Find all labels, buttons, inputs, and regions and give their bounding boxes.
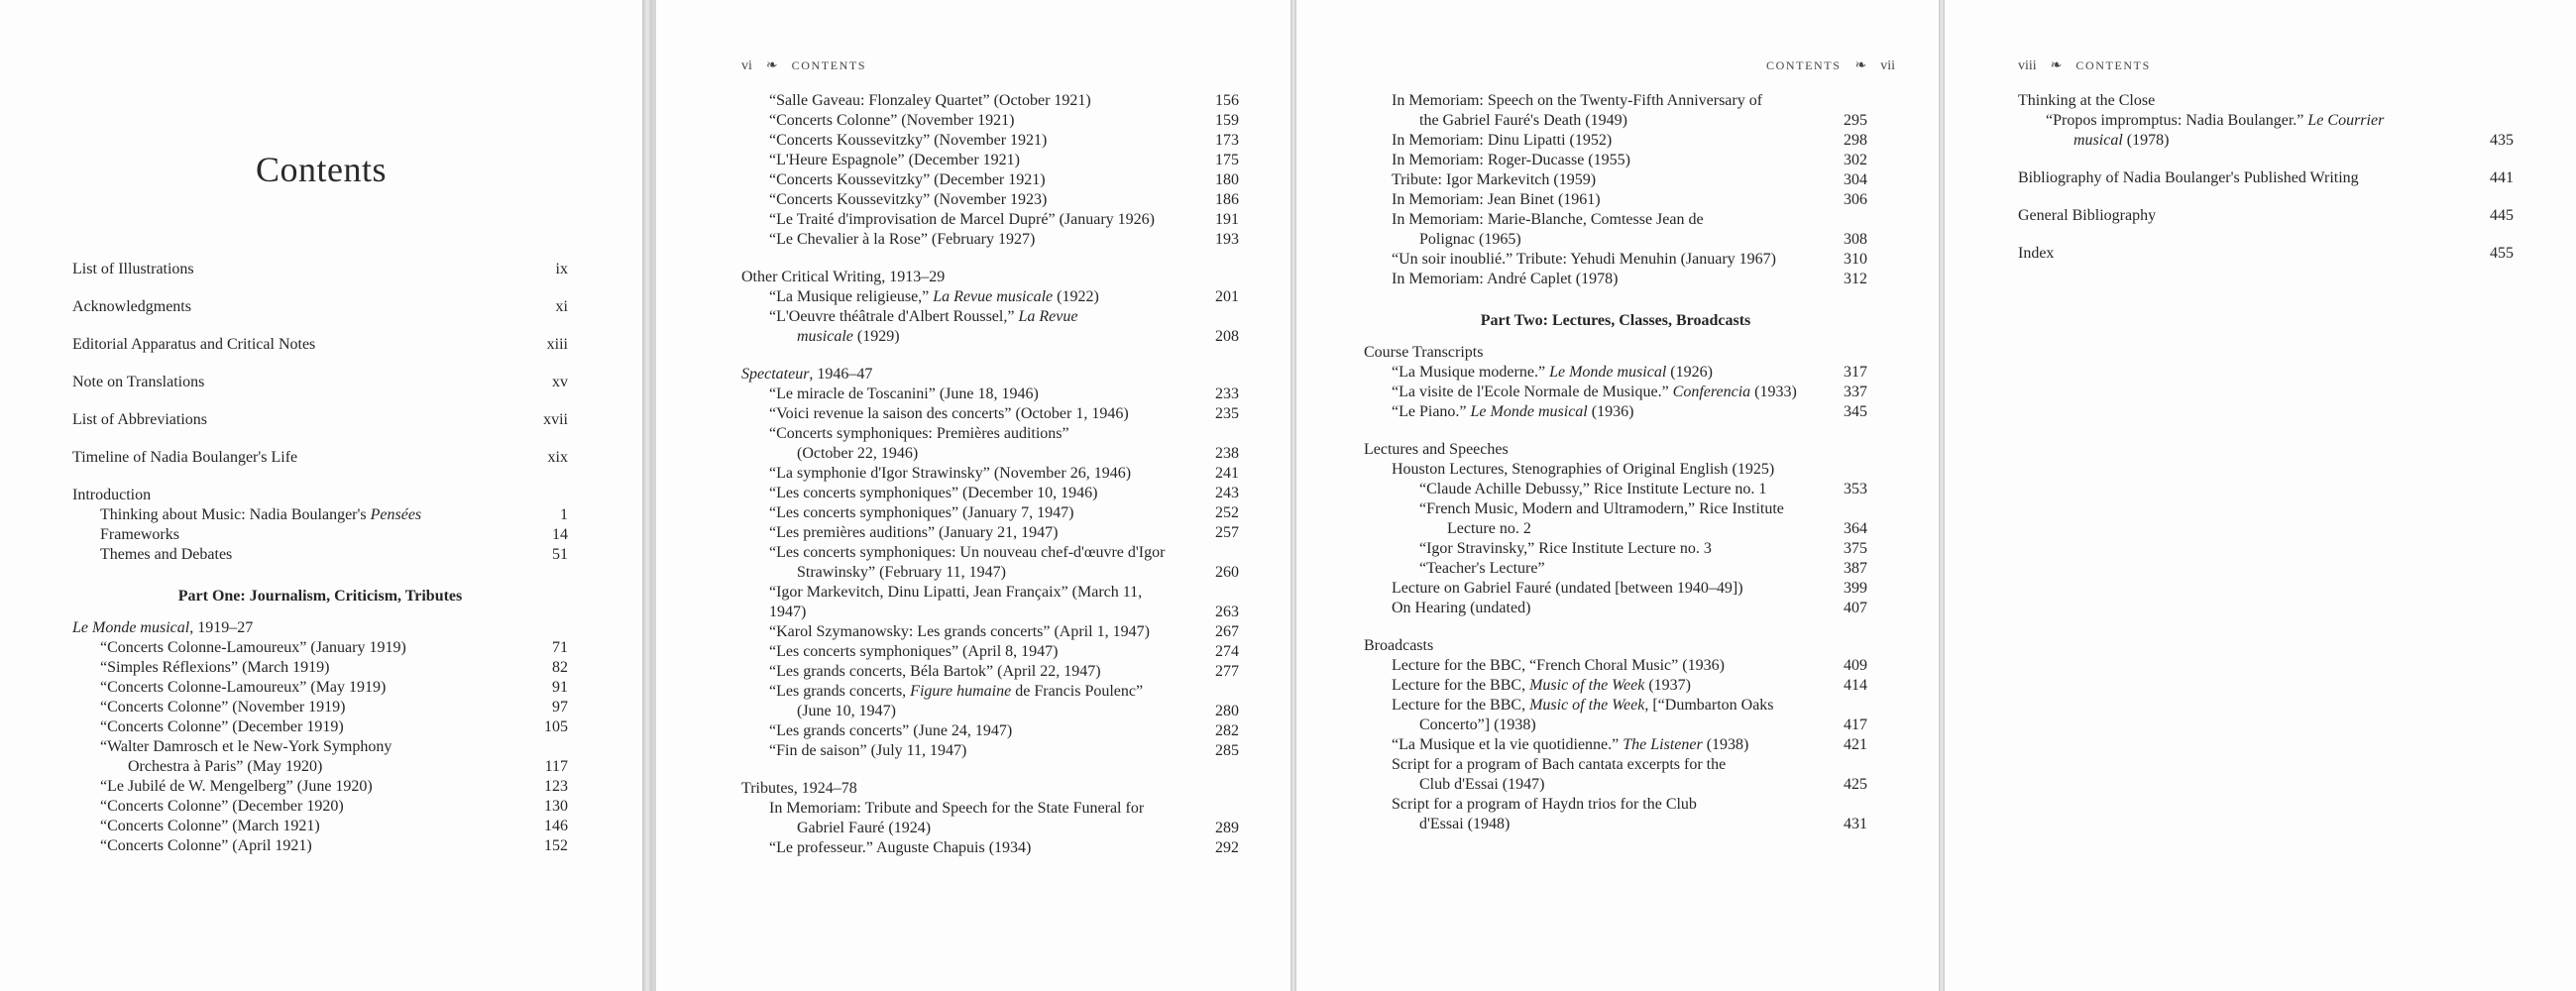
entry-title: “Concerts Koussevitzky” (December 1921) <box>769 171 1046 188</box>
toc-entry[interactable] <box>72 545 568 565</box>
toc-entry[interactable] <box>741 385 1239 404</box>
entry-title-continuation: Orchestra à Paris” (May 1920) <box>128 758 323 775</box>
page-title: Contents <box>255 150 387 189</box>
houston-list <box>1364 480 1867 579</box>
entry-page-number: 175 <box>1215 152 1239 168</box>
entry-page-number: 417 <box>1844 716 1867 733</box>
entry-page-number: ix <box>555 261 568 277</box>
toc-entry[interactable] <box>741 523 1239 543</box>
entry-title-continuation: Polignac (1965) <box>1419 231 1521 248</box>
toc-heading: Introduction <box>72 487 152 503</box>
entry-title: “L'Heure Espagnole” (December 1921) <box>769 152 1020 168</box>
entry-page-number: 304 <box>1844 171 1867 188</box>
entry-title-continuation: the Gabriel Fauré's Death (1949) <box>1419 112 1627 129</box>
toc-entry[interactable] <box>741 307 1239 347</box>
toc-entry[interactable] <box>1364 656 1867 676</box>
running-head: CONTENTS ❧ vii <box>1766 58 1895 73</box>
entry-title: Lecture for the BBC, Music of the Week (1937) <box>1392 677 1691 694</box>
toc-entry[interactable] <box>741 91 1239 111</box>
tributes-list-cont <box>1364 91 1867 289</box>
entry-title-continuation: Club d'Essai (1947) <box>1419 776 1545 793</box>
entry-title: “Karol Szymanowsky: Les grands concerts” (April 1, 1947) <box>769 623 1150 640</box>
entry-title: “Le Jubilé de W. Mengelberg” (June 1920) <box>100 778 373 795</box>
entry-title: “Concerts Colonne” (March 1921) <box>100 818 320 834</box>
toc-entry[interactable] <box>1364 270 1867 289</box>
introduction-list <box>72 505 568 565</box>
entry-page-number: 130 <box>544 798 568 815</box>
toc-entry[interactable] <box>741 642 1239 662</box>
entry-page-number: 91 <box>552 679 568 696</box>
entry-page-number: 455 <box>2490 245 2514 262</box>
toc-entry[interactable] <box>1364 402 1867 422</box>
toc-entry[interactable] <box>1364 250 1867 270</box>
entry-title: Index <box>2018 245 2055 262</box>
toc-subheading: Houston Lectures, Stenographies of Original English (1925) <box>1392 461 1775 478</box>
entry-page-number: 312 <box>1844 271 1867 287</box>
toc-entry[interactable] <box>72 737 568 777</box>
entry-title-continuation: Concerto”] (1938) <box>1419 716 1536 733</box>
toc-entry[interactable] <box>1364 363 1867 383</box>
toc-entry[interactable] <box>72 260 568 279</box>
toc-entry[interactable] <box>1364 539 1867 559</box>
toc-entry[interactable] <box>1364 795 1867 834</box>
entry-title: “Le Traité d'improvisation de Marcel Dupré” (January 1926) <box>769 211 1155 228</box>
entry-page-number: 267 <box>1215 623 1239 640</box>
entry-title-continuation: Lecture no. 2 <box>1447 520 1531 537</box>
toc-entry[interactable] <box>1364 696 1867 735</box>
entry-page-number: 241 <box>1215 465 1239 482</box>
entry-page-number: 310 <box>1844 251 1867 268</box>
entry-page-number: 285 <box>1215 742 1239 759</box>
toc-entry[interactable] <box>741 404 1239 424</box>
toc-entry[interactable] <box>741 622 1239 642</box>
entry-title: “Un soir inoublié.” Tribute: Yehudi Menuhin (January 1967) <box>1392 251 1776 268</box>
toc-entry[interactable] <box>741 170 1239 190</box>
toc-entry[interactable] <box>72 797 568 817</box>
entry-title: Frameworks <box>100 526 179 543</box>
toc-entry[interactable] <box>72 638 568 658</box>
toc-entry[interactable] <box>741 838 1239 858</box>
toc-entry[interactable] <box>741 190 1239 210</box>
entry-title-continuation: (October 22, 1946) <box>797 445 919 462</box>
toc-entry[interactable] <box>2018 168 2514 188</box>
entry-title-continuation: Strawinsky” (February 11, 1947) <box>797 564 1006 581</box>
toc-entry[interactable] <box>1364 151 1867 170</box>
toc-entry[interactable] <box>741 464 1239 484</box>
entry-page-number: 71 <box>552 639 568 656</box>
entry-page-number: 260 <box>1215 564 1239 581</box>
toc-heading: Tributes, 1924–78 <box>741 780 857 797</box>
entry-page-number: 289 <box>1215 820 1239 836</box>
entry-title: Themes and Debates <box>100 546 233 563</box>
entry-page-number: 337 <box>1844 384 1867 400</box>
toc-entry[interactable] <box>72 373 568 392</box>
entry-title: In Memoriam: Speech on the Twenty-Fifth Anniversary of <box>1392 92 1763 109</box>
entry-page-number: 180 <box>1215 171 1239 188</box>
toc-entry[interactable] <box>741 799 1239 838</box>
toc-block <box>2018 91 2514 264</box>
entry-title: In Memoriam: André Caplet (1978) <box>1392 271 1619 287</box>
entry-title-continuation: d'Essai (1948) <box>1419 816 1511 832</box>
entry-title: “Le Piano.” Le Monde musical (1936) <box>1392 403 1634 420</box>
toc-entry[interactable] <box>72 448 568 468</box>
entry-title: “Simples Réflexions” (March 1919) <box>100 659 330 676</box>
entry-page-number: 233 <box>1215 385 1239 402</box>
toc-entry[interactable] <box>741 741 1239 761</box>
entry-title: Note on Translations <box>72 374 205 390</box>
front-matter-list <box>72 260 568 468</box>
entry-page-number: 414 <box>1844 677 1867 694</box>
entry-page-number: 238 <box>1215 445 1239 462</box>
entry-page-number: 1 <box>560 506 568 523</box>
entry-title: “La Musique moderne.” Le Monde musical (1926) <box>1392 364 1713 381</box>
running-head: vi ❧ CONTENTS <box>741 58 867 73</box>
entry-title: Lecture on Gabriel Fauré (undated [between 1940–49]) <box>1392 580 1743 597</box>
entry-page-number: 399 <box>1844 580 1867 597</box>
toc-entry[interactable] <box>1364 676 1867 696</box>
entry-page-number: 191 <box>1215 211 1239 228</box>
toc-entry[interactable] <box>1364 170 1867 190</box>
entry-page-number: 435 <box>2490 132 2514 149</box>
entry-title: “L'Oeuvre théâtrale d'Albert Roussel,” La Revue <box>769 308 1078 325</box>
entry-page-number: 353 <box>1844 481 1867 497</box>
entry-page-number: 97 <box>552 699 568 716</box>
entry-title: “Concerts symphoniques: Premières auditions” <box>769 425 1069 442</box>
toc-entry[interactable] <box>1364 210 1867 250</box>
entry-page-number: 14 <box>552 526 568 543</box>
entry-title: Tribute: Igor Markevitch (1959) <box>1392 171 1597 188</box>
entry-page-number: 274 <box>1215 643 1239 660</box>
entry-title: Timeline of Nadia Boulanger's Life <box>72 449 298 466</box>
toc-entry[interactable] <box>1364 480 1867 499</box>
toc-entry[interactable] <box>741 287 1239 307</box>
entry-title: General Bibliography <box>2018 207 2157 224</box>
fleuron-icon: ❧ <box>765 58 778 73</box>
entry-title: Script for a program of Haydn trios for the Club <box>1392 796 1697 813</box>
entry-page-number: 263 <box>1215 604 1239 620</box>
entry-page-number: xiii <box>546 336 568 353</box>
entry-title-continuation: musicale (1929) <box>797 328 900 345</box>
toc-entry[interactable] <box>741 151 1239 170</box>
toc-heading: Lectures and Speeches <box>1364 441 1509 458</box>
toc-entry[interactable] <box>1364 131 1867 151</box>
entry-page-number: 156 <box>1215 92 1239 109</box>
book-page-contents-1 <box>0 0 642 991</box>
toc-entry[interactable] <box>72 525 568 545</box>
toc-heading: Thinking at the Close <box>2018 92 2156 109</box>
entry-title: “Concerts Koussevitzky” (November 1921) <box>769 132 1048 149</box>
entry-title: “Concerts Koussevitzky” (November 1923) <box>769 191 1048 208</box>
toc-entry[interactable] <box>72 817 568 836</box>
entry-title: “Le miracle de Toscanini” (June 18, 1946) <box>769 385 1039 402</box>
le-monde-list-cont <box>741 91 1239 250</box>
entry-title: “Les concerts symphoniques: Un nouveau chef-d'œuvre d'Igor <box>769 544 1166 561</box>
toc-entry[interactable] <box>1364 499 1867 539</box>
entry-title: Editorial Apparatus and Critical Notes <box>72 336 316 353</box>
entry-title: In Memoriam: Tribute and Speech for the State Funeral for <box>769 800 1145 817</box>
toc-entry[interactable] <box>741 424 1239 464</box>
page-gutter <box>642 0 652 991</box>
entry-page-number: 445 <box>2490 207 2514 224</box>
toc-entry[interactable] <box>741 210 1239 230</box>
entry-title: Lecture for the BBC, Music of the Week, [“Dumbarton Oaks <box>1392 697 1774 714</box>
entry-page-number: 186 <box>1215 191 1239 208</box>
entry-page-number: 375 <box>1844 540 1867 557</box>
entry-page-number: 146 <box>544 818 568 834</box>
entry-title: “Igor Stravinsky,” Rice Institute Lecture no. 3 <box>1419 540 1712 557</box>
entry-page-number: 257 <box>1215 524 1239 541</box>
toc-entry[interactable] <box>72 698 568 717</box>
toc-entry[interactable] <box>1364 579 1867 599</box>
part-title: Part One: Journalism, Criticism, Tributes <box>177 588 463 605</box>
entry-page-number: 123 <box>544 778 568 795</box>
thinking-list <box>2018 111 2514 151</box>
entry-title: Lecture for the BBC, “French Choral Music” (1936) <box>1392 657 1725 674</box>
part-title: Part Two: Lectures, Classes, Broadcasts <box>1480 312 1751 329</box>
toc-entry[interactable] <box>741 230 1239 250</box>
entry-title: “Concerts Colonne” (November 1919) <box>100 699 346 716</box>
entry-page-number: xix <box>547 449 568 466</box>
toc-entry[interactable] <box>741 721 1239 741</box>
entry-title: “Les premières auditions” (January 21, 1947) <box>769 524 1059 541</box>
toc-entry[interactable] <box>741 503 1239 523</box>
entry-page-number: 345 <box>1844 403 1867 420</box>
toc-entry[interactable] <box>1364 735 1867 755</box>
entry-title: “Concerts Colonne” (April 1921) <box>100 837 312 854</box>
entry-page-number: 82 <box>552 659 568 676</box>
entry-page-number: 308 <box>1844 231 1867 248</box>
toc-block <box>72 260 568 856</box>
toc-entry[interactable] <box>72 335 568 355</box>
entry-title: “La Musique et la vie quotidienne.” The Listener (1938) <box>1392 736 1749 753</box>
back-matter-list <box>2018 168 2514 264</box>
entry-title: In Memoriam: Roger-Ducasse (1955) <box>1392 152 1630 168</box>
toc-entry[interactable] <box>741 543 1239 583</box>
toc-entry[interactable] <box>741 583 1239 622</box>
entry-title: In Memoriam: Marie-Blanche, Comtesse Jean de <box>1392 211 1704 228</box>
toc-entry[interactable] <box>72 658 568 678</box>
entry-page-number: 431 <box>1844 816 1867 832</box>
toc-entry[interactable] <box>72 836 568 856</box>
entry-title: “La visite de l'Ecole Normale de Musique.” Conferencia (1933) <box>1392 384 1797 400</box>
entry-title-continuation: Gabriel Fauré (1924) <box>797 820 932 836</box>
entry-page-number: 51 <box>552 546 568 563</box>
entry-page-number: 295 <box>1844 112 1867 129</box>
entry-page-number: 235 <box>1215 405 1239 422</box>
lectures-list <box>1364 579 1867 618</box>
entry-title: “Concerts Colonne” (December 1919) <box>100 718 344 735</box>
toc-block <box>1364 91 1867 834</box>
entry-title: “Teacher's Lecture” <box>1419 560 1545 577</box>
entry-title: “Le Chevalier à la Rose” (February 1927) <box>769 231 1036 248</box>
entry-title: “Igor Markevitch, Dinu Lipatti, Jean Françaix” (March 11, 1947) <box>769 584 1143 620</box>
entry-title: Bibliography of Nadia Boulanger's Published Writing <box>2018 169 2359 186</box>
entry-page-number: xi <box>555 298 568 315</box>
entry-page-number: 201 <box>1215 288 1239 305</box>
spectateur-list <box>741 385 1239 761</box>
entry-page-number: 159 <box>1215 112 1239 129</box>
entry-title-continuation: (June 10, 1947) <box>797 703 896 719</box>
toc-entry[interactable] <box>72 410 568 430</box>
book-page-contents-2 <box>656 0 1290 991</box>
toc-entry[interactable] <box>72 297 568 317</box>
entry-page-number: 298 <box>1844 132 1867 149</box>
entry-title: “Les concerts symphoniques” (April 8, 1947) <box>769 643 1059 660</box>
entry-title: “Claude Achille Debussy,” Rice Institute Lecture no. 1 <box>1419 481 1767 497</box>
entry-page-number: 441 <box>2490 169 2514 186</box>
entry-page-number: 105 <box>544 718 568 735</box>
toc-entry[interactable] <box>741 111 1239 131</box>
entry-title: “Les grands concerts, Figure humaine de Francis Poulenc” <box>769 683 1144 700</box>
toc-entry[interactable] <box>1364 559 1867 579</box>
toc-entry[interactable] <box>1364 599 1867 618</box>
entry-title: In Memoriam: Jean Binet (1961) <box>1392 191 1601 208</box>
toc-entry[interactable] <box>72 777 568 797</box>
entry-title: “Concerts Colonne” (December 1920) <box>100 798 344 815</box>
toc-entry[interactable] <box>1364 91 1867 131</box>
entry-page-number: 292 <box>1215 839 1239 856</box>
toc-entry[interactable] <box>1364 190 1867 210</box>
toc-entry[interactable] <box>72 678 568 698</box>
toc-entry[interactable] <box>741 484 1239 503</box>
toc-entry[interactable] <box>2018 244 2514 264</box>
entry-page-number: 193 <box>1215 231 1239 248</box>
entry-page-number: 407 <box>1844 600 1867 616</box>
entry-page-number: 277 <box>1215 663 1239 680</box>
entry-title: List of Abbreviations <box>72 411 207 428</box>
entry-title: “La symphonie d'Igor Strawinsky” (November 26, 1946) <box>769 465 1132 482</box>
toc-entry[interactable] <box>741 131 1239 151</box>
entry-title: “French Music, Modern and Ultramodern,” Rice Institute <box>1419 500 1784 517</box>
entry-page-number: 302 <box>1844 152 1867 168</box>
running-head: viii ❧ CONTENTS <box>2018 58 2151 73</box>
entry-title: Script for a program of Bach cantata excerpts for the <box>1392 756 1727 773</box>
entry-title: Acknowledgments <box>72 298 191 315</box>
entry-title: “Les grands concerts, Béla Bartok” (April 22, 1947) <box>769 663 1101 680</box>
course-list <box>1364 363 1867 422</box>
toc-heading: Spectateur, 1946–47 <box>741 366 873 383</box>
toc-entry[interactable] <box>72 717 568 737</box>
toc-entry[interactable] <box>72 505 568 525</box>
broadcasts-list <box>1364 656 1867 834</box>
toc-heading: Broadcasts <box>1364 637 1434 654</box>
toc-heading: Other Critical Writing, 1913–29 <box>741 269 946 285</box>
entry-title: “Concerts Colonne” (November 1921) <box>769 112 1015 129</box>
tributes-list <box>741 799 1239 858</box>
entry-page-number: 409 <box>1844 657 1867 674</box>
toc-heading: Le Monde musical, 1919–27 <box>72 619 254 636</box>
entry-page-number: xvii <box>543 411 568 428</box>
entry-page-number: 117 <box>544 758 568 775</box>
toc-block <box>741 91 1239 858</box>
entry-title: Thinking about Music: Nadia Boulanger's Pensées <box>100 506 422 523</box>
fleuron-icon: ❧ <box>2050 58 2063 73</box>
entry-page-number: 173 <box>1215 132 1239 149</box>
entry-page-number: 425 <box>1844 776 1867 793</box>
entry-page-number: 364 <box>1844 520 1867 537</box>
le-monde-list <box>72 638 568 856</box>
entry-title: In Memoriam: Dinu Lipatti (1952) <box>1392 132 1613 149</box>
book-page-contents-4 <box>1945 0 2576 991</box>
entry-page-number: 152 <box>544 837 568 854</box>
entry-title: “La Musique religieuse,” La Revue musicale (1922) <box>769 288 1099 305</box>
fleuron-icon: ❧ <box>1854 58 1867 73</box>
entry-title: List of Illustrations <box>72 261 194 277</box>
entry-page-number: 387 <box>1844 560 1867 577</box>
entry-title: “Le professeur.” Auguste Chapuis (1934) <box>769 839 1032 856</box>
other-writing-list <box>741 287 1239 347</box>
toc-heading: Course Transcripts <box>1364 344 1484 361</box>
entry-title: “Propos impromptus: Nadia Boulanger.” Le Courrier <box>2046 112 2385 129</box>
entry-title: “Voici revenue la saison des concerts” (October 1, 1946) <box>769 405 1129 422</box>
entry-page-number: 421 <box>1844 736 1867 753</box>
toc-entry[interactable] <box>2018 111 2514 151</box>
entry-title: “Les grands concerts” (June 24, 1947) <box>769 722 1013 739</box>
entry-page-number: 317 <box>1844 364 1867 381</box>
entry-title: “Walter Damrosch et le New-York Symphony <box>100 738 392 755</box>
book-page-contents-3 <box>1296 0 1939 991</box>
entry-page-number: 280 <box>1215 703 1239 719</box>
entry-title: “Concerts Colonne-Lamoureux” (January 1919) <box>100 639 406 656</box>
entry-page-number: 252 <box>1215 504 1239 521</box>
entry-title: “Concerts Colonne-Lamoureux” (May 1919) <box>100 679 387 696</box>
entry-page-number: xv <box>552 374 568 390</box>
entry-page-number: 243 <box>1215 485 1239 501</box>
entry-title-continuation: musical (1978) <box>2073 132 2170 149</box>
toc-entry[interactable] <box>2018 206 2514 226</box>
entry-title: “Les concerts symphoniques” (December 10, 1946) <box>769 485 1098 501</box>
toc-entry[interactable] <box>1364 755 1867 795</box>
entry-title: On Hearing (undated) <box>1392 600 1531 616</box>
entry-page-number: 282 <box>1215 722 1239 739</box>
toc-entry[interactable] <box>741 682 1239 721</box>
entry-title: “Salle Gaveau: Flonzaley Quartet” (October 1921) <box>769 92 1091 109</box>
entry-title: “Les concerts symphoniques” (January 7, 1947) <box>769 504 1074 521</box>
entry-page-number: 306 <box>1844 191 1867 208</box>
toc-entry[interactable] <box>741 662 1239 682</box>
entry-page-number: 208 <box>1215 328 1239 345</box>
toc-entry[interactable] <box>1364 383 1867 402</box>
entry-title: “Fin de saison” (July 11, 1947) <box>769 742 967 759</box>
